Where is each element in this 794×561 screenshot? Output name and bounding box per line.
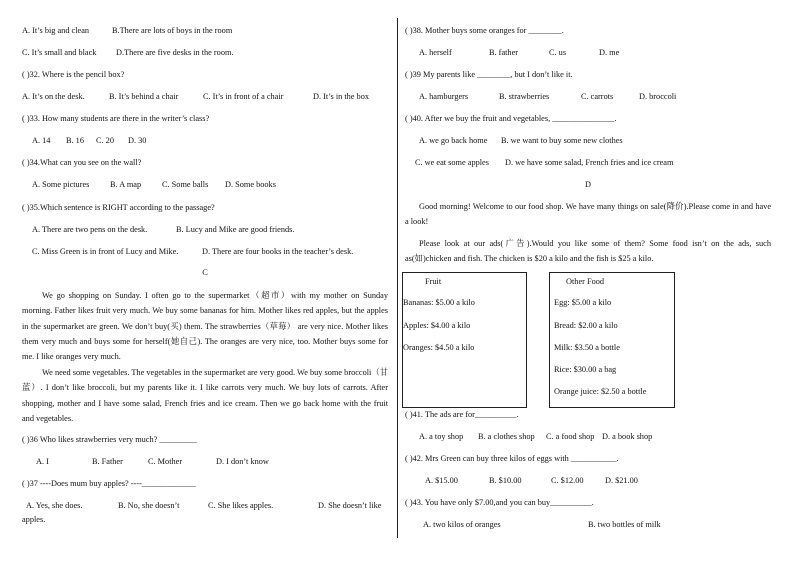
q38-option-b: B. father xyxy=(489,48,519,57)
q40-option-d: D. we have some salad, French fries and ice cream xyxy=(505,158,674,167)
q39-option-a: A. hamburgers xyxy=(419,92,469,101)
q33-stem: ( )33. How many students are there in the writer’s class? xyxy=(22,114,210,123)
q43-option-a: A. two kilos of oranges xyxy=(423,520,501,529)
q36-option-b: B. Father xyxy=(92,457,123,466)
q43-options xyxy=(423,520,661,530)
ad-box-fruit xyxy=(402,272,527,408)
ad-other-item: Egg: $5.00 a kilo xyxy=(554,298,612,307)
section-c-heading: C xyxy=(202,268,208,277)
q36-stem: ( )36 Who likes strawberries very much? _________ xyxy=(22,435,197,444)
q36-option-a: A. I xyxy=(36,457,49,466)
q38-stem: ( )38. Mother buys some oranges for ________. xyxy=(405,26,564,35)
q39-option-c: C. carrots xyxy=(581,92,614,101)
q38-option-d: D. me xyxy=(599,48,620,57)
q32-option-b: B. It’s behind a chair xyxy=(109,92,179,101)
q36-options xyxy=(36,457,269,467)
q40-option-b: B. we want to buy some new clothes xyxy=(501,136,623,145)
ad-fruit-item: Oranges: $4.50 a kilo xyxy=(403,343,475,352)
q31-option-c: C. It’s small and black xyxy=(22,48,97,57)
q42-option-d: D. $21.00 xyxy=(605,476,638,485)
ad-box-other-food xyxy=(549,272,675,408)
q33-option-a: A. 14 xyxy=(32,136,51,145)
q35-option-d: D. There are four books in the teacher’s desk. xyxy=(202,247,354,256)
q39-option-b: B. strawberries xyxy=(499,92,550,101)
q31-options xyxy=(22,26,232,36)
ad-other-item: Orange juice: $2.50 a bottle xyxy=(554,387,647,396)
ad-fruit-item: Apples: $4.00 a kilo xyxy=(403,321,471,330)
q31-option-a: A. It’s big and clean xyxy=(22,26,90,35)
ad-other-item: Rice: $30.00 a bag xyxy=(554,365,617,374)
q41-option-d: D. a book shop xyxy=(602,432,653,441)
q36-option-c: C. Mother xyxy=(148,457,183,466)
q34-options xyxy=(32,180,276,190)
q39-options xyxy=(419,92,676,102)
q41-option-a: A. a toy shop xyxy=(419,432,464,441)
q35-options xyxy=(32,225,294,235)
q34-stem: ( )34.What can you see on the wall? xyxy=(22,158,142,167)
q37-option-d: D. She doesn’t like xyxy=(318,501,382,510)
ad-other-title: Other Food xyxy=(566,277,605,286)
q37-option-a: A. Yes, she does. xyxy=(26,501,83,510)
passage-c-paragraph-1: We go shopping on Sunday. I often go to the supermarket（超市）with my mother on Sunday morning. Father likes fruit very much. We buy some bananas for him. Mother likes red apples, but the apples in the supermarket are green. We don’t buy(买) them. The strawberries（草莓） are very nice. Mother likes them very much and buys some for herself(她自己). The oranges are very nice, too. Mother buys some for me. I like oranges very much. xyxy=(22,291,388,362)
q36-option-d: D. I don’t know xyxy=(216,457,269,466)
q37-option-d-wrap: apples. xyxy=(22,515,46,524)
q33-option-c: C. 20 xyxy=(96,136,114,145)
q39-stem: ( )39 My parents like ________, but I don’t like it. xyxy=(405,70,573,79)
q42-option-b: B. $10.00 xyxy=(489,476,522,485)
q37-option-b: B. No, she doesn’t xyxy=(118,501,180,510)
q34-option-c: C. Some balls xyxy=(162,180,209,189)
ad-fruit-title: Fruit xyxy=(425,277,442,286)
q43-option-b: B. two bottles of milk xyxy=(588,520,661,529)
q33-option-b: B. 16 xyxy=(66,136,84,145)
q39-option-d: D. broccoli xyxy=(639,92,677,101)
ad-other-item: Milk: $3.50 a bottle xyxy=(554,343,620,352)
ad-other-item: Bread: $2.00 a kilo xyxy=(554,321,618,330)
q37-options xyxy=(22,501,381,511)
q33-option-d: D. 30 xyxy=(128,136,147,145)
q32-options xyxy=(22,92,369,102)
q32-option-a: A. It’s on the desk. xyxy=(22,92,85,101)
q40-option-c: C. we eat some apples xyxy=(415,158,489,167)
q34-option-d: D. Some books xyxy=(225,180,276,189)
q32-option-c: C. It’s in front of a chair xyxy=(203,92,284,101)
q35-option-b: B. Lucy and Mike are good friends. xyxy=(176,225,295,234)
q38-option-c: C. us xyxy=(549,48,567,57)
q43-stem: ( )43. You have only $7.00,and you can buy__________. xyxy=(405,498,594,507)
q40-options-row2 xyxy=(415,158,673,168)
q31-options-row2 xyxy=(22,48,234,58)
passage-d-paragraph-2: Please look at our ads(广告).Would you like some of them? Some food isn’t on the ads, such as(如)chicken and fish. The chicken is $20 a kilo and the fish is $25 a kilo. xyxy=(405,239,771,264)
q42-option-a: A. $15.00 xyxy=(425,476,458,485)
q41-option-b: B. a clothes shop xyxy=(478,432,535,441)
q38-option-a: A. herself xyxy=(419,48,452,57)
q41-option-c: C. a food shop xyxy=(546,432,595,441)
q33-options xyxy=(32,136,146,146)
q40-stem: ( )40. After we buy the fruit and vegetables, _______________. xyxy=(405,114,617,123)
q35-options-row2 xyxy=(32,247,353,257)
passage-c-paragraph-2: We need some vegetables. The vegetables in the supermarket are very good. We buy some broccoli（甘蓝）. I don’t like broccoli, but my parents like it. I like carrots very much. We buy lots of carrots. After shopping, mother and I have some salad, French fries and ice cream. Then we go back home with the fruit and vegetables. xyxy=(22,368,388,423)
q35-option-a: A. There are two pens on the desk. xyxy=(32,225,148,234)
q42-stem: ( )42. Mrs Green can buy three kilos of eggs with ___________. xyxy=(405,454,619,463)
column-divider xyxy=(397,18,398,538)
q31-option-d: D.There are five desks in the room. xyxy=(116,48,234,57)
q37-stem: ( )37 ----Does mum buy apples? ----_____________ xyxy=(22,479,196,488)
q42-option-c: C. $12.00 xyxy=(551,476,584,485)
q35-stem: ( )35.Which sentence is RIGHT according to the passage? xyxy=(22,203,215,212)
q32-option-d: D. It’s in the box xyxy=(313,92,369,101)
q32-stem: ( )32. Where is the pencil box? xyxy=(22,70,125,79)
q40-options xyxy=(419,136,623,146)
q34-option-a: A. Some pictures xyxy=(32,180,90,189)
q35-option-c: C. Miss Green is in front of Lucy and Mike. xyxy=(32,247,179,256)
q40-option-a: A. we go back home xyxy=(419,136,488,145)
q31-option-b: B.There are lots of boys in the room xyxy=(112,26,233,35)
q41-options xyxy=(419,432,652,442)
q38-options xyxy=(419,48,619,58)
q34-option-b: B. A map xyxy=(110,180,142,189)
q41-stem: ( )41. The ads are for__________. xyxy=(405,410,519,419)
passage-d-paragraph-1: Good morning! Welcome to our food shop. We have many things on sale(降价).Please come in and have a look! xyxy=(405,202,771,227)
ad-fruit-item: Bananas: $5.00 a kilo xyxy=(403,298,475,307)
q37-option-c: C. She likes apples. xyxy=(208,501,274,510)
section-d-heading: D xyxy=(585,180,591,189)
q42-options xyxy=(425,476,638,486)
